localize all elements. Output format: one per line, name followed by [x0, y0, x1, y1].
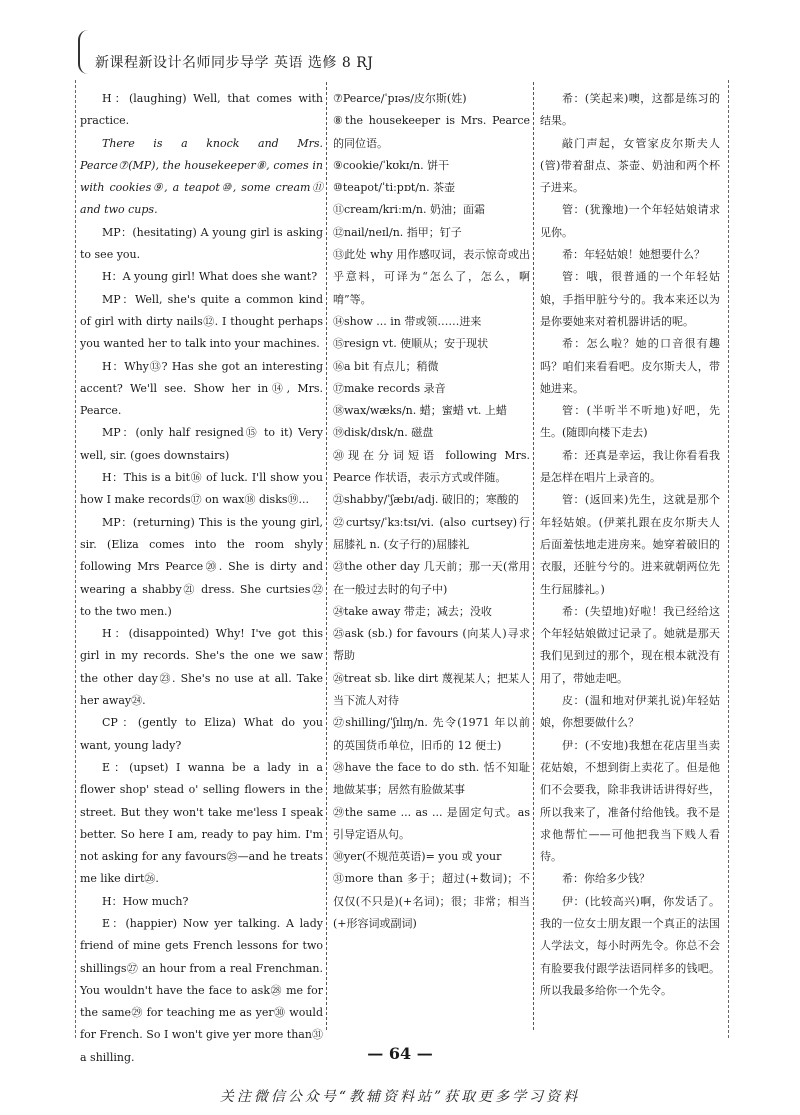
dialogue-line: MP：(only half resigned⑮ to it) Very well, sir. (goes downstairs) [80, 426, 323, 462]
vocab-note: ⑱wax/wæks/n. 蜡；蜜蜡 vt. 上蜡 [333, 404, 507, 418]
translation-line: 希：你给多少钱？ [562, 872, 650, 886]
vocab-note: ㉑shabby/ˈʃæbɪ/adj. 破旧的；寒酸的 [333, 493, 519, 507]
dialogue-line: H：How much? [102, 894, 189, 908]
page-header: 新课程新设计名师同步导学 英语 选修 8 RJ [95, 55, 374, 71]
vocab-note: ㉚yer(不规范英语)= you 或 your [333, 850, 502, 864]
chinese-translation-column [540, 88, 720, 1002]
vocab-note: ㉒curtsy/ˈkɜːtsɪ/vi. (also curtsey)行屈膝礼 n. (女子行的)屈膝礼 [333, 515, 530, 551]
vocab-note: ㉖treat sb. like dirt 蔑视某人；把某人当下流人对待 [333, 671, 530, 708]
dialogue-line: CP：(gently to Eliza) What do you want, young lady? [80, 716, 323, 752]
translation-line: 希：(失望地)好啦！我已经给这个年轻姑娘做过记录了。她就是那天我们见到过的那个，现在根本就没有用了，带她走吧。 [540, 604, 720, 685]
translation-line: 敲门声起，女管家皮尔斯夫人(管)带着甜点、茶壶、奶油和两个杯子进来。 [540, 136, 720, 195]
dialogue-line: H：Why⑬? Has she got an interesting accent? We'll see. Show her in⑭, Mrs. Pearce. [80, 359, 323, 418]
dialogue-line: E：(happier) Now yer talking. A lady friend of mine gets French lessons for two shillings㉗ an hour from a real Frenchman. You wouldn't have the face to ask㉘ me for the same㉙ for teaching me as yer㉚ would for French. So I won't give yer more than㉛ a shilling. [80, 916, 323, 1064]
vocab-note: ⑲disk/dɪsk/n. 磁盘 [333, 426, 434, 440]
translation-line: 希：年轻姑娘！她想要什么？ [562, 248, 705, 262]
translation-line: 伊：(不安地)我想在花店里当卖花姑娘，不想到街上卖花了。但是他们不会要我，除非我讲话讲得好些，所以我来了，准备付给他钱。我不是求他帮忙——可他把我当下贱人看待。 [540, 738, 720, 864]
vocab-note: ⑨cookie/ˈkʊkɪ/n. 饼干 [333, 158, 450, 172]
notes-column [333, 88, 530, 935]
dialogue-line: H：(laughing) Well, that comes with practice. [80, 92, 323, 128]
vocab-note: ⑦Pearce/ˈpɪəs/皮尔斯(姓) [333, 92, 467, 105]
column-separator [326, 82, 327, 1030]
translation-line: 管：(犹豫地)一个年轻姑娘请求见你。 [540, 203, 720, 239]
dialogue-line: MP：(returning) This is the young girl, sir. (Eliza comes into the room shyly following Mrs Pearce⑳. She is dirty and wearing a shabby㉑ dress. She curtsies㉒ to the two men.) [80, 515, 323, 618]
vocab-note: ⑧the housekeeper is Mrs. Pearce 的同位语。 [333, 114, 530, 150]
translation-line: 伊：(比较高兴)啊，你发话了。我的一位女士朋友跟一个真正的法国人学法文，每小时两先令。你总不会有脸要我付跟学法语同样多的钱吧。所以我最多给你一个先令。 [540, 894, 720, 997]
english-text-column [80, 88, 323, 1069]
vocab-note: ㉛more than 多于；超过(+数词)；不仅仅(不只是)(+名词)；很；非常；相当(+形容词或副词) [333, 872, 530, 930]
translation-line: 管：(半听半不听地)好吧，先生。(随即向楼下走去) [540, 404, 720, 440]
vocab-note: ⑯a bit 有点儿；稍微 [333, 359, 439, 373]
vocab-note: ㉕ask (sb.) for favours (向某人)寻求帮助 [333, 627, 530, 663]
vocab-note: ㉗shilling/ˈʃɪlɪŋ/n. 先令(1971 年以前的英国货币单位，旧币的 12 便士) [333, 716, 530, 752]
dialogue-line: MP：(hesitating) A young girl is asking to see you. [80, 225, 323, 262]
vocab-note: ⑪cream/kriːm/n. 奶油；面霜 [333, 203, 485, 217]
dialogue-line: H：(disappointed) Why! I've got this girl in my records. She's the one we saw the other day㉓. She's no use at all. Take her away㉔. [80, 627, 323, 708]
stage-direction: There is a knock and Mrs. Pearce⑦(MP), the housekeeper⑧, comes in with cookies⑨, a teapot⑩, some cream⑪ and two cups. [80, 136, 323, 217]
vocab-note: ⑰make records 录音 [333, 381, 446, 395]
translation-line: 皮：(温和地对伊莱扎说)年轻姑娘，你想要做什么？ [540, 694, 720, 730]
translation-line: 希：(笑起来)噢，这都是练习的结果。 [540, 92, 720, 128]
dialogue-line: E：(upset) I wanna be a lady in a flower shop' stead o' selling flowers in the street. But they won't take me'less I speak better. So here I am, ready to pay him. I'm not asking for any favours㉕—and he treats me like dirt㉖. [80, 760, 323, 886]
dialogue-line: MP：Well, she's quite a common kind of girl with dirty nails⑫. I thought perhaps you wanted her to talk into your machines. [80, 292, 323, 351]
dialogue-line: H：This is a bit⑯ of luck. I'll show you how I make records⑰ on wax⑱ disks⑲... [80, 471, 323, 507]
vocab-note: ⑩teapot/ˈtiːpɒt/n. 茶壶 [333, 181, 456, 195]
column-separator [533, 82, 534, 1030]
footer-note: 关注微信公众号“教辅资料站”获取更多学习资料 [219, 1089, 581, 1105]
vocab-note: ㉙the same ... as ... 是固定句式。as 引导定语从句。 [333, 805, 530, 841]
translation-line: 希：还真是幸运，我让你看看我是怎样在唱片上录音的。 [540, 448, 720, 485]
vocab-note: ㉔take away 带走；减去；没收 [333, 604, 492, 618]
translation-line: 管：哦，很普通的一个年轻姑娘，手指甲脏兮兮的。我本来还以为是你要她来对着机器讲话的呢。 [540, 270, 720, 328]
translation-line: 希：怎么啦？她的口音很有趣吗？咱们来看看吧。皮尔斯夫人，带她进来。 [540, 337, 720, 395]
vocab-note: ⑮resign vt. 使顺从；安于现状 [333, 337, 489, 351]
page-number: — 64 — [367, 1044, 433, 1063]
vocab-note: ㉓the other day 几天前；那一天(常用在一般过去时的句子中) [333, 560, 530, 596]
dialogue-line: H：A young girl! What does she want? [102, 270, 318, 284]
header-bracket [78, 30, 90, 74]
vocab-note: ⑬此处 why 用作感叹词，表示惊奇或出乎意料，可译为“怎么了，怎么，啊唷”等。 [333, 248, 530, 306]
translation-line: 管：(返回来)先生，这就是那个年轻姑娘。(伊莱扎跟在皮尔斯夫人后面羞怯地走进房来。她穿着破旧的衣服，还脏兮兮的。进来就朝两位先生行屈膝礼。) [540, 493, 720, 596]
vocab-note: ⑫nail/neɪl/n. 指甲；钉子 [333, 225, 462, 239]
vocab-note: ㉘have the face to do sth. 恬不知耻地做某事；居然有脸做某事 [333, 760, 530, 797]
vocab-note: ⑭show ... in 带或领……进来 [333, 314, 482, 328]
vocab-note: ⑳现在分词短语 following Mrs. Pearce 作状语，表示方式或伴随。 [333, 448, 530, 485]
